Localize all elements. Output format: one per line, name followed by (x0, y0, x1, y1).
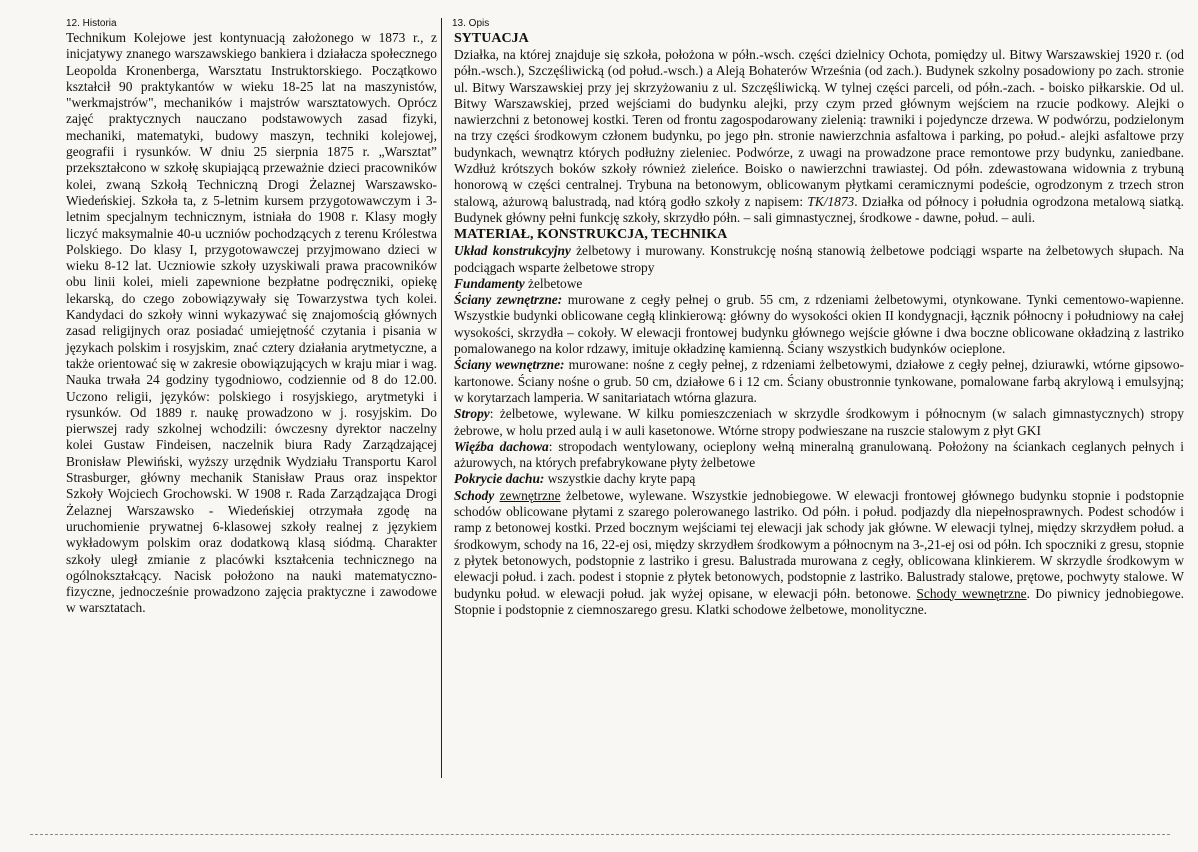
sciany-wewnetrzne-paragraph (454, 357, 1184, 406)
history-text: Technikum Kolejowe jest kontynuacją założonego w 1873 r., z inicjatywy znanego warszawskiego bankiera i działacza społecznego Leopolda Kronenberga, Warsztatu Instruktorskiego. Początkowo kształcił 90 praktykantów w wieku 18-25 lat na maszynistów, "werkmajstrów", mechaników i majstrów warsztatowych. Oprócz zajęć praktycznych nauczano podstawowych zasad fizyki, mechaniki, matematyki, budowy maszyn, techniki kolejowej, geografii i rysunków. W dniu 25 sierpnia 1875 r. „Warsztat” przekształcono w szkołę skupiającą przeważnie dzieci pracowników kolei, zwaną Szkołą Techniczną Drogi Żelaznej Warszawsko-Wiedeńskiej. Szkoła ta, z 5-letnim kursem przygotowawczym i 3-letnim specjalnym technicznym, istniała do 1908 r. Klasy mogły liczyć maksymalnie 40-u uczniów pochodzących z terenu Królestwa Polskiego. Do klasy I, przygotowawczej przyjmowano dzieci w wieku 8-12 lat. Uczniowie szkoły uzyskiwali prawa pracowników obu linii kolei, mieli zapewnione bezpłatne podręczniki, opiekę lekarską, do czego zobowiązywały się Towarzystwa tych kolei. Kandydaci do szkoły winni wykazywać się znajomością głównych zasad religijnych oraz posiadać umiejętność czytania i pisania w językach polskim i rosyjskim, znać cztery działania arytmetyczne, a także orientować się w zakresie obowiązujących w kraju miar i wag. Nauka trwała 24 godziny tygodniowo, codziennie od 8 do 12.00. Uczono religii, języków: polskiego i rosyjskiego, arytmetyki i rysunków. Od 1889 r. naukę prowadzono w j. rosyjskim. Do pierwszej rady szkolnej wchodzili: ówczesny dyrektor naczelny kolei Gustaw Findeisen, naczelnik biura Rady Zarządzającej Bronisław Plewiński, wyższy urzędnik Wydziału Transportu Karol Strasburger, główny mechanik Stanisław Praus oraz inspektor Szkoły Wojciech Grochowski. W 1908 r. Rada Zarządzająca Drogi Żelaznej Warszawsko - Wiedeńskiej otrzymała zgodę na uruchomienie prywatnej 6-klasowej szkoły realnej z językiem wykładowym polskim oraz dodatkową klasą siódmą. Charakter szkoły uległ zmianie z placówki kształcenia technicznego na ogólnokształcący. Nacisk położono na nauki matematyczno-fizyczne, jednocześnie prowadzono zajęcia praktyczne i zawodowe w warsztatach. (66, 30, 437, 616)
fundamenty-text: żelbetowe (524, 275, 583, 291)
uklad-term: Układ konstrukcyjny (454, 243, 571, 259)
pokrycie-paragraph (454, 471, 1184, 487)
history-section-label: 12. Historia (66, 18, 117, 29)
stropy-text: : żelbetowe, wylewane. W kilku pomieszczeniach w skrzydle środkowym i północnym (w salach gimnastycznych) stropy żebrowe, w holu przed aulą i w auli kasetonowe. Wtórne stropy podwieszane na ruszcie stalowym z płyt GKI (454, 406, 1184, 438)
sciany-wewnetrzne-text: murowane: nośne z cegły pełnej, z rdzeniami żelbetowymi, działowe z cegły pełnej, dziurawki, wtórne gipsowo-kartonowe. Ściany nośne o grub. 50 cm, działowe 6 i 12 cm. Ściany obustronnie tynkowane, pomalowane farbą akrylową i emulsyjną; w korytarzach lamperia. W sanitariatach wtórna glazura. (454, 357, 1185, 405)
schody-wewnetrzne-text: . Do piwnicy jednobiegowe. Stopnie i podstopnie z ciemnoszarego gresu. Klatki schodowe żelbetowe, monolityczne. (454, 585, 1184, 617)
sytuacja-inscription: TK/1873 (807, 193, 855, 209)
sytuacja-text-2: . Działka od północy i południa ogrodzona metalową siatką. Budynek główny pełni funkcję szkoły, skrzydło półn. – sali gimnastycznej, środkowe - dawne, połud. – auli. (454, 193, 1184, 225)
uklad-text: żelbetowy i murowany. Konstrukcję nośną stanowią żelbetowe podciągi wsparte na żelbetowych słupach. Na podciągach wsparte żelbetowe stropy (454, 243, 1184, 275)
pokrycie-term: Pokrycie dachu: (454, 471, 545, 487)
sciany-zewnetrzne-term: Ściany zewnętrzne: (454, 292, 563, 308)
schody-zewnetrzne-underlined: zewnętrzne (499, 487, 561, 503)
stropy-term: Stropy (454, 406, 490, 422)
uklad-paragraph (454, 243, 1184, 276)
sytuacja-text-1: Działka, na której znajduje się szkoła, położona w półn.-wsch. części dzielnicy Ochota, pomiędzy ul. Bitwy Warszawskiej 1920 r. (od półn.-wsch.), Szczęśliwicką (od połud.-wsch.) a Aleją Bohaterów Września (od zach.). Budynek szkolny posadowiony po zach. stronie ul. Bitwy Warszawskiej przy jej skrzyżowaniu z ul. Szczęśliwicką. W tylnej części parceli, od półn.-zach. - boisko piłkarskie. Od ul. Bitwy Warszawskiej, przed wejściami do budynku alejki, przy czym przed głównym wejściem na rzucie podkowy. Alejki o nawierzchni z betonowej kostki. Teren od frontu zagospodarowany zielenią: trawniki i pojedyncze drzewa. W podwórzu, podzielonym na trzy części środkowym członem budynku, po jego płn. stronie nawierzchnia asfaltowa i parking, po połud.- alejki asfaltowe przy budynkach, wewnątrz których podłużny zieleniec. Podwórze, z uwagi na prowadzone prace remontowe przy budynku, zaniedbane. Wzdłuż krótszych boków szkoły również zieleńce. Boisko o nawierzchni trawiastej. Od półn. zdewastowana widownia z trybuną honorową w części centralnej. Trybuna na betonowym, oblicowanym płytkami ceramicznymi podeście, ogrodzonym z trzech stron stalową, ażurową balustradą, nad którą godło szkoły z napisem: (454, 47, 1184, 209)
sytuacja-heading: SYTUACJA (454, 31, 529, 46)
history-column (62, 18, 442, 778)
fundamenty-term: Fundamenty (454, 275, 525, 291)
schody-text: żelbetowe, wylewane. Wszystkie jednobiegowe. W elewacji frontowej głównego budynku stopnie i podstopnie schodów oblicowane płytami z szarego polerowanego lastriko. Od półn. i połud. podjazdy dla niepełnosprawnych. Podest schodów i ramp z betonowej kostki. Przed bocznym wejściami tej elewacji jak schody jak główne. W elewacji tylnej, między skrzydłem połud. a środkowym, schody na 16, 22-ej osi, między skrzydłem środkowym a północnym na 3-,21-ej osi od półn. Ich spoczniki z gresu, stopnie z płytek betonowych, podstopnie z lastriko i gresu. Balustrada murowana z cegły, oblicowana klinkierem. W skrzydle środkowym w elewacji połud. i zach. podest i stopnie z płytek betonowych, podstopnie z lastriko. Balustrady stalowe, prętowe, pochwyty stalowe. W budynku połud. w elewacji połud. jak wyżej opisane, w elewacji półn. betonowe. (454, 487, 1184, 601)
material-heading: MATERIAŁ, KONSTRUKCJA, TECHNIKA (454, 227, 728, 243)
sytuacja-paragraph (454, 47, 1184, 226)
page-bottom-rule (30, 834, 1170, 835)
pokrycie-text: wszystkie dachy kryte papą (544, 471, 696, 487)
description-column (448, 18, 1184, 788)
description-section-label: 13. Opis (452, 18, 490, 29)
sciany-zewnetrzne-paragraph (454, 292, 1184, 357)
stropy-paragraph (454, 406, 1184, 439)
schody-paragraph (454, 488, 1184, 618)
fundamenty-paragraph (454, 276, 1184, 292)
description-body (448, 30, 1184, 618)
sciany-wewnetrzne-term: Ściany wewnętrzne: (454, 357, 565, 373)
sciany-zewnetrzne-text: murowane z cegły pełnej o grub. 55 cm, z rdzeniami żelbetowymi, otynkowane. Tynki cementowo-wapienne. Wszystkie budynki oblicowane cegłą klinkierową: główny do wysokości okien II kondygnacji, łącznik północny i południowy na całej wysokości, skrzydła – cokoły. W elewacji frontowej budynku głównego wejście główne i dwa boczne oblicowane okładziną z lastriko pomalowanego na kolor rdzawy, imituje okładzinę kamienną. Ściany wszystkich budynków ocieplone. (454, 292, 1184, 357)
wiezba-term: Więźba dachowa (454, 438, 549, 454)
schody-wewnetrzne-underlined: Schody wewnętrzne (916, 585, 1027, 601)
wiezba-text: : stropodach wentylowany, ocieplony wełną mineralną granulowaną. Położony na ściankach ceglanych pełnych i ażurowych, na których prefabrykowane płyty żelbetowe (454, 438, 1184, 471)
wiezba-paragraph (454, 439, 1184, 472)
schody-term: Schody (454, 487, 495, 503)
